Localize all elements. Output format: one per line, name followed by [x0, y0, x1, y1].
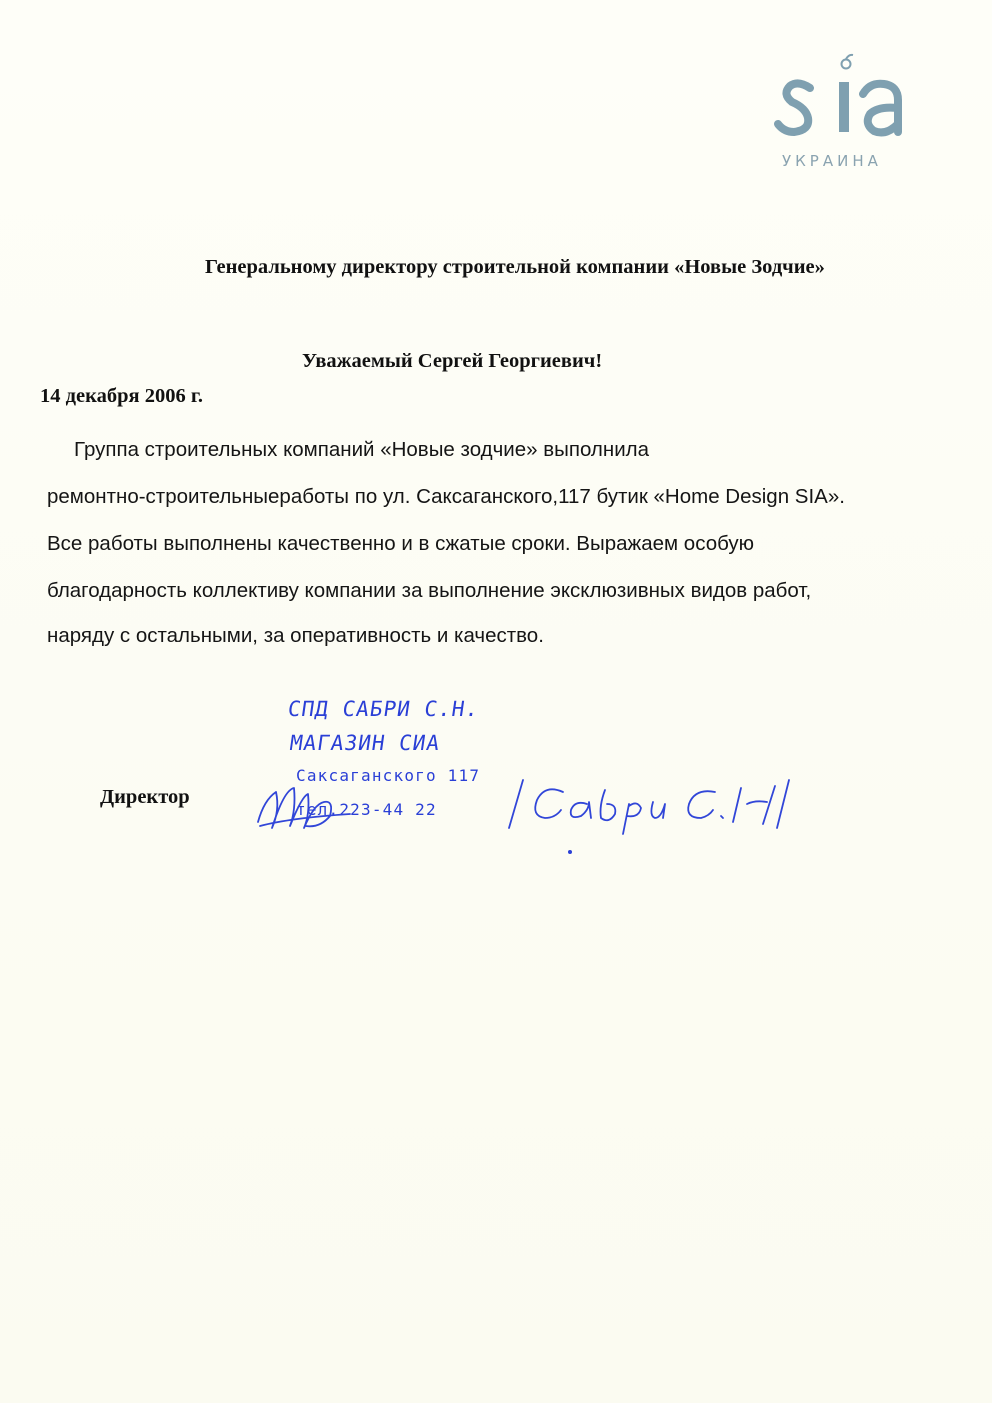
body-paragraph-line: ремонтно-строительныеработы по ул. Саксаганского,117 бутик «Home Design SIA». — [47, 485, 845, 508]
stamp-line-phone: тел.223-44 22 — [296, 800, 437, 819]
stamp-line-owner: СПД САБРИ С.Н. — [286, 697, 481, 721]
handwritten-signature-mark — [250, 770, 370, 840]
body-paragraph-line: наряду с остальными, за оперативность и качество. — [47, 624, 544, 647]
handwritten-name-signature — [505, 770, 805, 840]
body-paragraph-line: Группа строительных компаний «Новые зодчие» выполнила — [74, 438, 650, 461]
letter-date: 14 декабря 2006 г. — [40, 385, 203, 407]
logo-country-label: УКРАИНА — [782, 152, 882, 170]
ink-dot — [568, 850, 572, 854]
stamp-line-shop: МАГАЗИН СИА — [288, 731, 442, 755]
body-paragraph-line: благодарность коллективу компании за выполнение эксклюзивных видов работ, — [47, 579, 812, 602]
sia-logo-mark — [770, 52, 920, 162]
signatory-role: Директор — [100, 786, 190, 808]
salutation: Уважаемый Сергей Георгиевич! — [302, 350, 603, 372]
stamp-line-address: Саксаганского 117 — [296, 766, 481, 785]
addressee-line: Генеральному директору строительной компании «Новые Зодчие» — [205, 256, 825, 278]
body-paragraph-line: Все работы выполнены качественно и в сжатые сроки. Выражаем особую — [47, 532, 755, 555]
